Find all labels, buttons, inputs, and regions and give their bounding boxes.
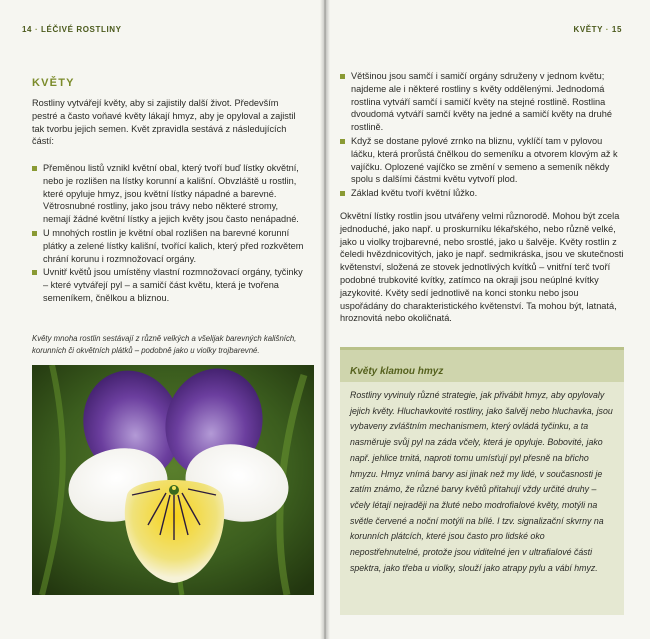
left-running-head: [22, 25, 122, 34]
left-page-number: 14: [22, 25, 33, 34]
pansy-flower-illustration: [32, 365, 314, 595]
list-item-text: Přeměnou listů vznikl květní obal, který tvoří buď lístky okvětní, nebo je rozlišen na lístky korunní a kališní. Obvzláště u rostlin, které opyluje hmyz, jsou květní lístky nápadné a barevné. Větrosnubné rostliny, jako jsou trávy nebo některé stromy, nemají žádné květní lístky a jejich květy jsou často nenápadné.: [43, 163, 299, 225]
list-item: [32, 162, 304, 226]
bullet-square-icon: [340, 191, 345, 196]
info-box-title: Květy klamou hmyz: [350, 366, 444, 377]
right-running-title: KVĚTY: [573, 25, 603, 34]
body-paragraph: Okvětní lístky rostlin jsou utvářeny velmi různorodě. Mohou být zcela jednoduché, jako např. u proskurníku lékařského, nebo různě velké, jako u violky trojbarevné, nebo srostlé, jako u šalvěje. Květy rostlin z čeledi hvězdnicovitých, jako je např. sedmikráska, jsou ve skutečnosti květenství, složená ze stovek jednotlivých kvítků – vnitřní terč tvoří podobné trubkovité kvítky, zatímco na okraji jsou neúplné kvítky jazykovité. Květy sedí jednotlivě na konci stonku nebo jsou uspořádány do charakteristického květenství. Ta mohou být, latnatá, hroznovitá nebo okoličnatá.: [340, 211, 624, 324]
separator-dot: ·: [34, 25, 39, 34]
list-item-text: Většinou jsou samčí i samičí orgány sdruženy v jednom květu; najdeme ale i některé rostliny s květy oddělenými. Jednodomá rostlina vytváří samčí i samičí květy na stejné rostlině. Rostlina dvoudomá vytváří samčí květy na jedné a samičí květy na druhé rostlině.: [351, 71, 612, 133]
list-item: [32, 266, 304, 304]
list-item: [340, 187, 626, 200]
bullet-square-icon: [32, 166, 37, 171]
info-box: [340, 347, 624, 615]
list-item-text: Základ květu tvoří květní lůžko.: [351, 188, 478, 199]
pansy-photo: [32, 365, 314, 595]
bullet-square-icon: [32, 270, 37, 275]
bullet-square-icon: [32, 231, 37, 236]
photo-caption: Květy mnoha rostlin sestávají z různě velkých a všelijak barevných kališních, korunních či okvětních plátků – podobně jako u violky trojbarevné.: [32, 334, 297, 355]
list-item: [340, 135, 626, 186]
list-item-text: Uvnitř květů jsou umístěny vlastní rozmnožovací orgány, tyčinky – které vytvářejí pyl – a samičí část květu, která je tvořena semeníkem, čnělkou a bliznou.: [43, 267, 303, 303]
separator-dot: ·: [605, 25, 610, 34]
left-bullet-list: [32, 162, 304, 306]
book-gutter: [320, 0, 330, 639]
section-title: KVĚTY: [32, 77, 75, 89]
right-page-number: 15: [611, 25, 622, 34]
right-page: [326, 0, 650, 639]
list-item: [340, 70, 626, 134]
left-running-title: LÉČIVÉ ROSTLINY: [41, 25, 122, 34]
intro-paragraph: Rostliny vytvářejí květy, aby si zajistily další život. Především pestré a často voňavé květy lákají hmyz, aby je opyloval a zajistil tak tvorbu jejich semen. Květ zpravidla sestává z následujících částí:: [32, 98, 296, 147]
bullet-square-icon: [340, 74, 345, 79]
left-page: [0, 0, 324, 639]
info-box-text: Rostliny vyvinuly různé strategie, jak přivábit hmyz, aby opylovaly jejich květy. Hluchavkovité rostliny, jako šalvěj nebo hluchavka, jsou vybaveny zvláštním mechanismem, který ovládá tyčinku, a ta nasměruje svůj pyl na záda včely, která je opyluje. Bobovité, jako např. jehlice trnitá, naproti tomu umísťují pyl přesně na břicho hmyzu. Hmyz vnímá barvy asi jinak než my lidé, v současnosti je zatím známo, že různé barvy květů přitahují vždy určité druhy – včely létají nejraději na žluté nebo modrofialové květy, motýli na světle červené a noční motýli na bílé. I tzv. signalizační skvrny na korunních plátcích, které jsou často pro lidské oko nepostřehnutelné, protože jsou viditelné jen v ultrafialové části spektra, jako třeba u violky, slouží jako atrapy pylu a vábí hmyz.: [350, 390, 613, 573]
right-bullet-list: [340, 70, 626, 201]
bullet-square-icon: [340, 139, 345, 144]
list-item: [32, 227, 304, 265]
list-item-text: Když se dostane pylové zrnko na bliznu, vyklíčí tam v pylovou láčku, která prorůstá čnělkou do semeníku a otvorem klovým až k vajíčku. Oplozené vajíčko se změní v semeno a semeník někdy spolu s dalšími částmi květu vytvoří plod.: [351, 135, 618, 185]
list-item-text: U mnohých rostlin je květní obal rozlišen na barevné korunní plátky a zelené lístky kališní, tvořící kalich, který před rozkvětem chrání korunu i rozmnožovací orgány.: [43, 227, 304, 264]
right-running-head: [573, 25, 622, 34]
